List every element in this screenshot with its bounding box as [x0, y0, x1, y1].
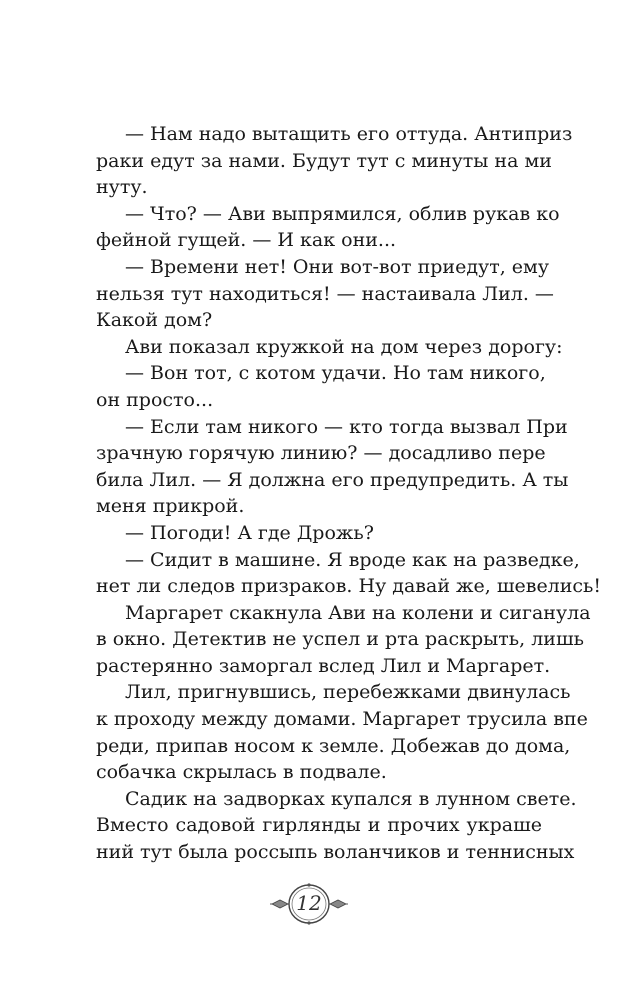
text-line: — Времени нет! Они вот-вот приедут, ему: [125, 255, 549, 278]
text-line: — Если там никого — кто тогда вызвал При: [125, 415, 568, 438]
text-line: Какой дом?: [96, 309, 213, 332]
text-line: била Лил. — Я должна его предупредить. А ты: [96, 468, 569, 491]
text-line: — Погоди! А где Дрожь?: [125, 521, 374, 544]
text-line: нуту.: [96, 176, 148, 199]
text-line: фейной гущей. — И как они...: [96, 229, 397, 252]
text-line: — Нам надо вытащить его оттуда. Антиприз: [125, 123, 573, 145]
text-line: Садик на задворках купался в лунном свете.: [125, 787, 577, 810]
text-line: Вместо садовой гирлянды и прочих украше: [96, 814, 542, 837]
text-line: собачка скрылась в подвале.: [96, 761, 387, 784]
text-line: зрачную горячую линию? — досадливо пере: [96, 442, 546, 465]
text-line: ний тут была россыпь воланчиков и теннисных: [96, 841, 575, 864]
text-line: в окно. Детектив не успел и рта раскрыть, лишь: [96, 628, 584, 651]
body-text: [96, 121, 602, 866]
text-line: меня прикрой.: [96, 495, 245, 518]
text-line: Лил, пригнувшись, перебежками двинулась: [125, 681, 571, 704]
text-line: раки едут за нами. Будут тут с минуты на ми: [96, 149, 552, 172]
page-number: 12: [296, 891, 322, 915]
page-footer: [0, 882, 619, 926]
text-line: к проходу между домами. Маргарет трусила впе: [96, 708, 588, 731]
text-line: — Что? — Ави выпрямился, облив рукав ко: [125, 202, 560, 225]
text-line: Ави показал кружкой на дом через дорогу:: [125, 335, 563, 358]
text-line: он просто...: [96, 388, 214, 411]
text-line: реди, припав носом к земле. Добежав до дома,: [96, 734, 571, 757]
text-line: — Вон тот, с котом удачи. Но там никого,: [125, 362, 546, 385]
text-line: Маргарет скакнула Ави на колени и сиганула: [125, 601, 591, 624]
text-line: нельзя тут находиться! — настаивала Лил. —: [96, 282, 554, 305]
text-line: растерянно заморгал вслед Лил и Маргарет.: [96, 654, 551, 677]
text-line: нет ли следов призраков. Ну давай же, шевелись!: [96, 575, 602, 598]
text-line: — Сидит в машине. Я вроде как на разведке,: [125, 548, 580, 571]
